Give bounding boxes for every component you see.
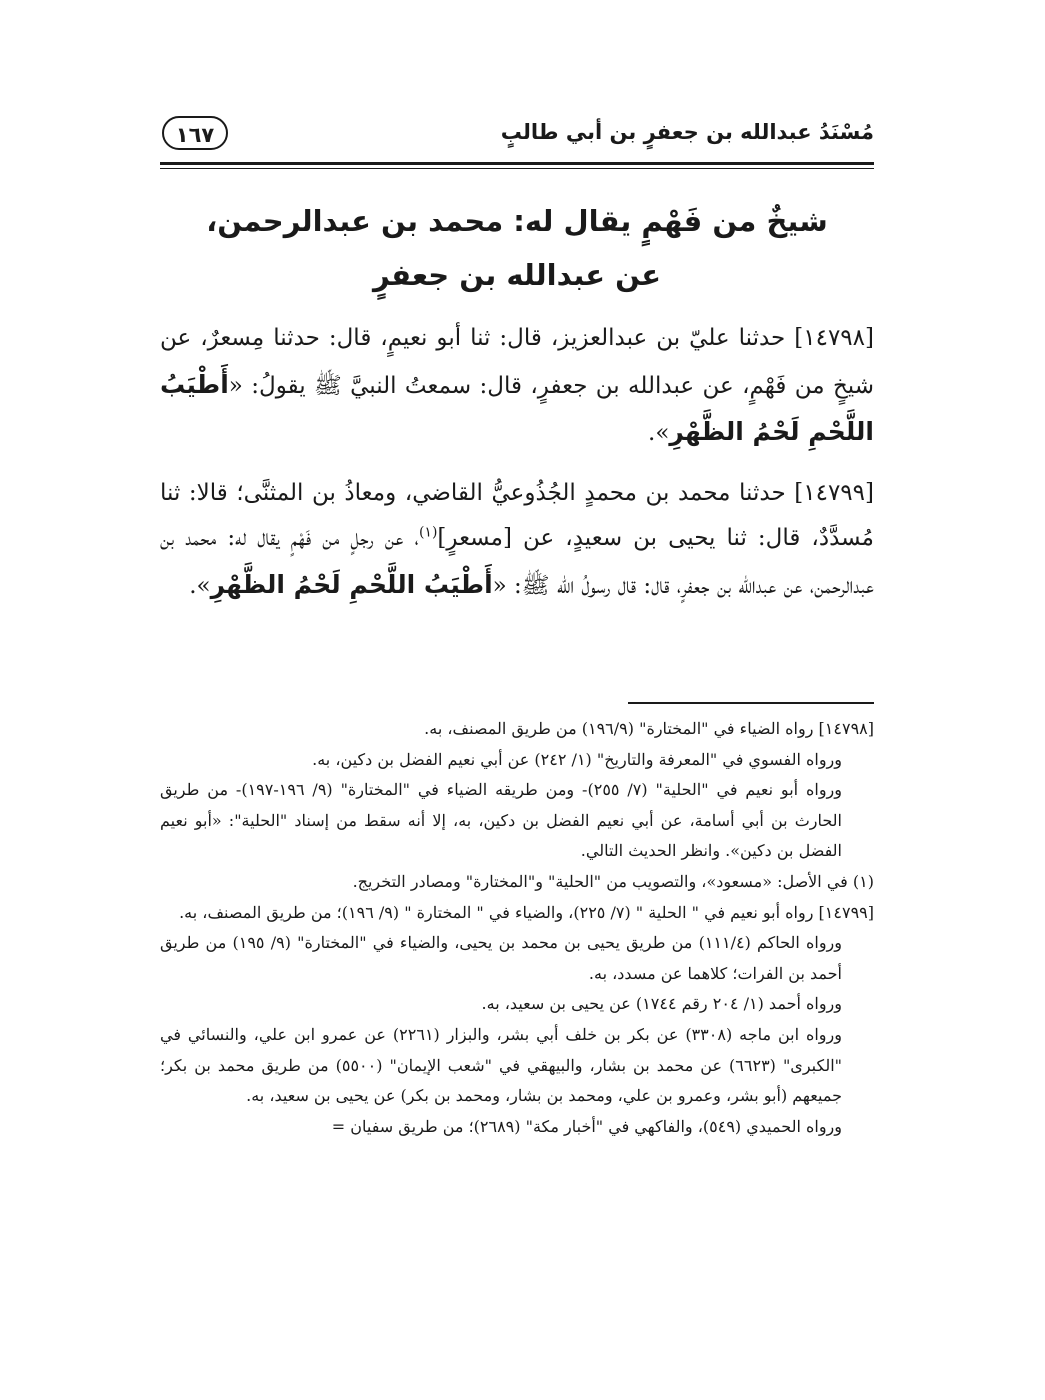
footnote-line: ورواه ابن ماجه (٣٣٠٨) عن بكر بن خلف أبي بشر، والبزار (٢٢٦١) عن عمرو ابن علي، والنسائي في "الكبرى" (٦٦٢٣) عن محمد بن بشار، والبيهقي في "شعب الإيمان" (٥٥٠٠) من طريق محمد بن بكر؛ جميعهم (أبو بشر، وعمرو بن علي، ومحمد بن بشار، ومحمد بن بكر) عن يحيى بن سعيد، به. (160, 1024, 842, 1106)
running-title: مُسْنَدُ عبدالله بن جعفرٍ بن أبي طالبٍ (500, 120, 874, 144)
page-number: ١٦٧ (162, 116, 228, 150)
footnote-line: ورواه أبو نعيم في "الحلية" (٧/ ٢٥٥)- ومن طريقه الضياء في "المختارة" (٩/ ١٩٦-١٩٧)- من طريق الحارث بن أبي أسامة، عن أبي نعيم الفضل بن دكين، به، إلا أنه سقط من إسناد "الحلية": «أبو نعيم الفضل بن دكين». وانظر الحديث التالي. (160, 780, 843, 861)
paragraph-text: [١٤٧٩٩] حدثنا محمد بن محمدٍ الجُذُوعيُّ القاضي، ومعاذُ بن المثنَّى؛ قالا: ثنا مُسدَّدٌ، قال: ثنا يحيى بن سعيدٍ، عن [مسعرٍ] (160, 479, 874, 551)
hadith-matn: أَطْيَبُ اللَّحْمِ لَحْمُ الظَّهْرِ (210, 569, 493, 599)
footnotes (160, 714, 874, 1142)
main-text (160, 316, 874, 609)
paragraph-end: ». (648, 420, 670, 446)
paragraph-text: [١٤٧٩٨] حدثنا عليّ بن عبدالعزيز، قال: ثنا أبو نعيمٍ، قال: حدثنا مِسعرٌ، عن شيخٍ من فَهْمٍ، عن عبدالله بن جعفرٍ، قال: سمعتُ النبيَّ ﷺ يقولُ: « (160, 325, 874, 399)
hadith-matn: أَطْيَبُ اللَّحْمِ لَحْمُ الظَّهْرِ (160, 369, 874, 446)
hadith-paragraph-14799 (160, 471, 874, 610)
hadith-paragraph-14798 (160, 316, 874, 457)
footnote-line: ورواه أحمد (١/ ٢٠٤ رقم ١٧٤٤) عن يحيى بن سعيد، به. (481, 994, 842, 1014)
footnote-takhrij-14798: [١٤٧٩٨] رواه الضياء في "المختارة" (١٩٦/٩) من طريق المصنف، به. (424, 719, 874, 738)
header-rule-thin (160, 168, 874, 169)
heading-line-1: شيخٌ من فَهْمٍ يقال له: محمد بن عبدالرحمن، (206, 204, 828, 238)
footnote-separator (628, 702, 874, 704)
footnote-1: (١) في الأصل: «مسعود»، والتصويب من "الحلية" و"المختارة" ومصادر التخريج. (352, 871, 874, 891)
header-rule-thick (160, 162, 874, 165)
footnote-line: ورواه الحاكم (١١١/٤) من طريق يحيى بن محمد بن يحيى، والضياء في "المختارة" (٩/ ١٩٥) من طريق أحمد بن الفرات؛ كلاهما عن مسدد، به. (160, 933, 842, 983)
paragraph-text: ، عن رجلٍ من فَهْمٍ يقال له: محمد بن عبدالرحمن، عن عبدالله بن جعفرٍ، قال: قال رسولُ الله ﷺ: « (160, 525, 874, 599)
heading-line-2: عن عبدالله بن جعفرٍ (372, 258, 662, 292)
footnote-line: ورواه الفسوي في "المعرفة والتاريخ" (١/ ٢٤٢) عن أبي نعيم الفضل بن دكين، به. (312, 749, 842, 769)
footnote-takhrij-14799: [١٤٧٩٩] رواه أبو نعيم في " الحلية " (٧/ ٢٢٥)، والضياء في " المختارة " (٩/ ١٩٦)؛ من طريق المصنف، به. (179, 902, 874, 922)
chapter-heading (160, 194, 874, 302)
footnote-reference[interactable]: (١) (418, 524, 438, 541)
footnote-line: ورواه الحميدي (٥٤٩)، والفاكهي في "أخبار مكة" (٢٦٨٩)؛ من طريق سفيان = (331, 1116, 842, 1136)
page-header (160, 112, 874, 160)
paragraph-end: ». (189, 572, 211, 599)
